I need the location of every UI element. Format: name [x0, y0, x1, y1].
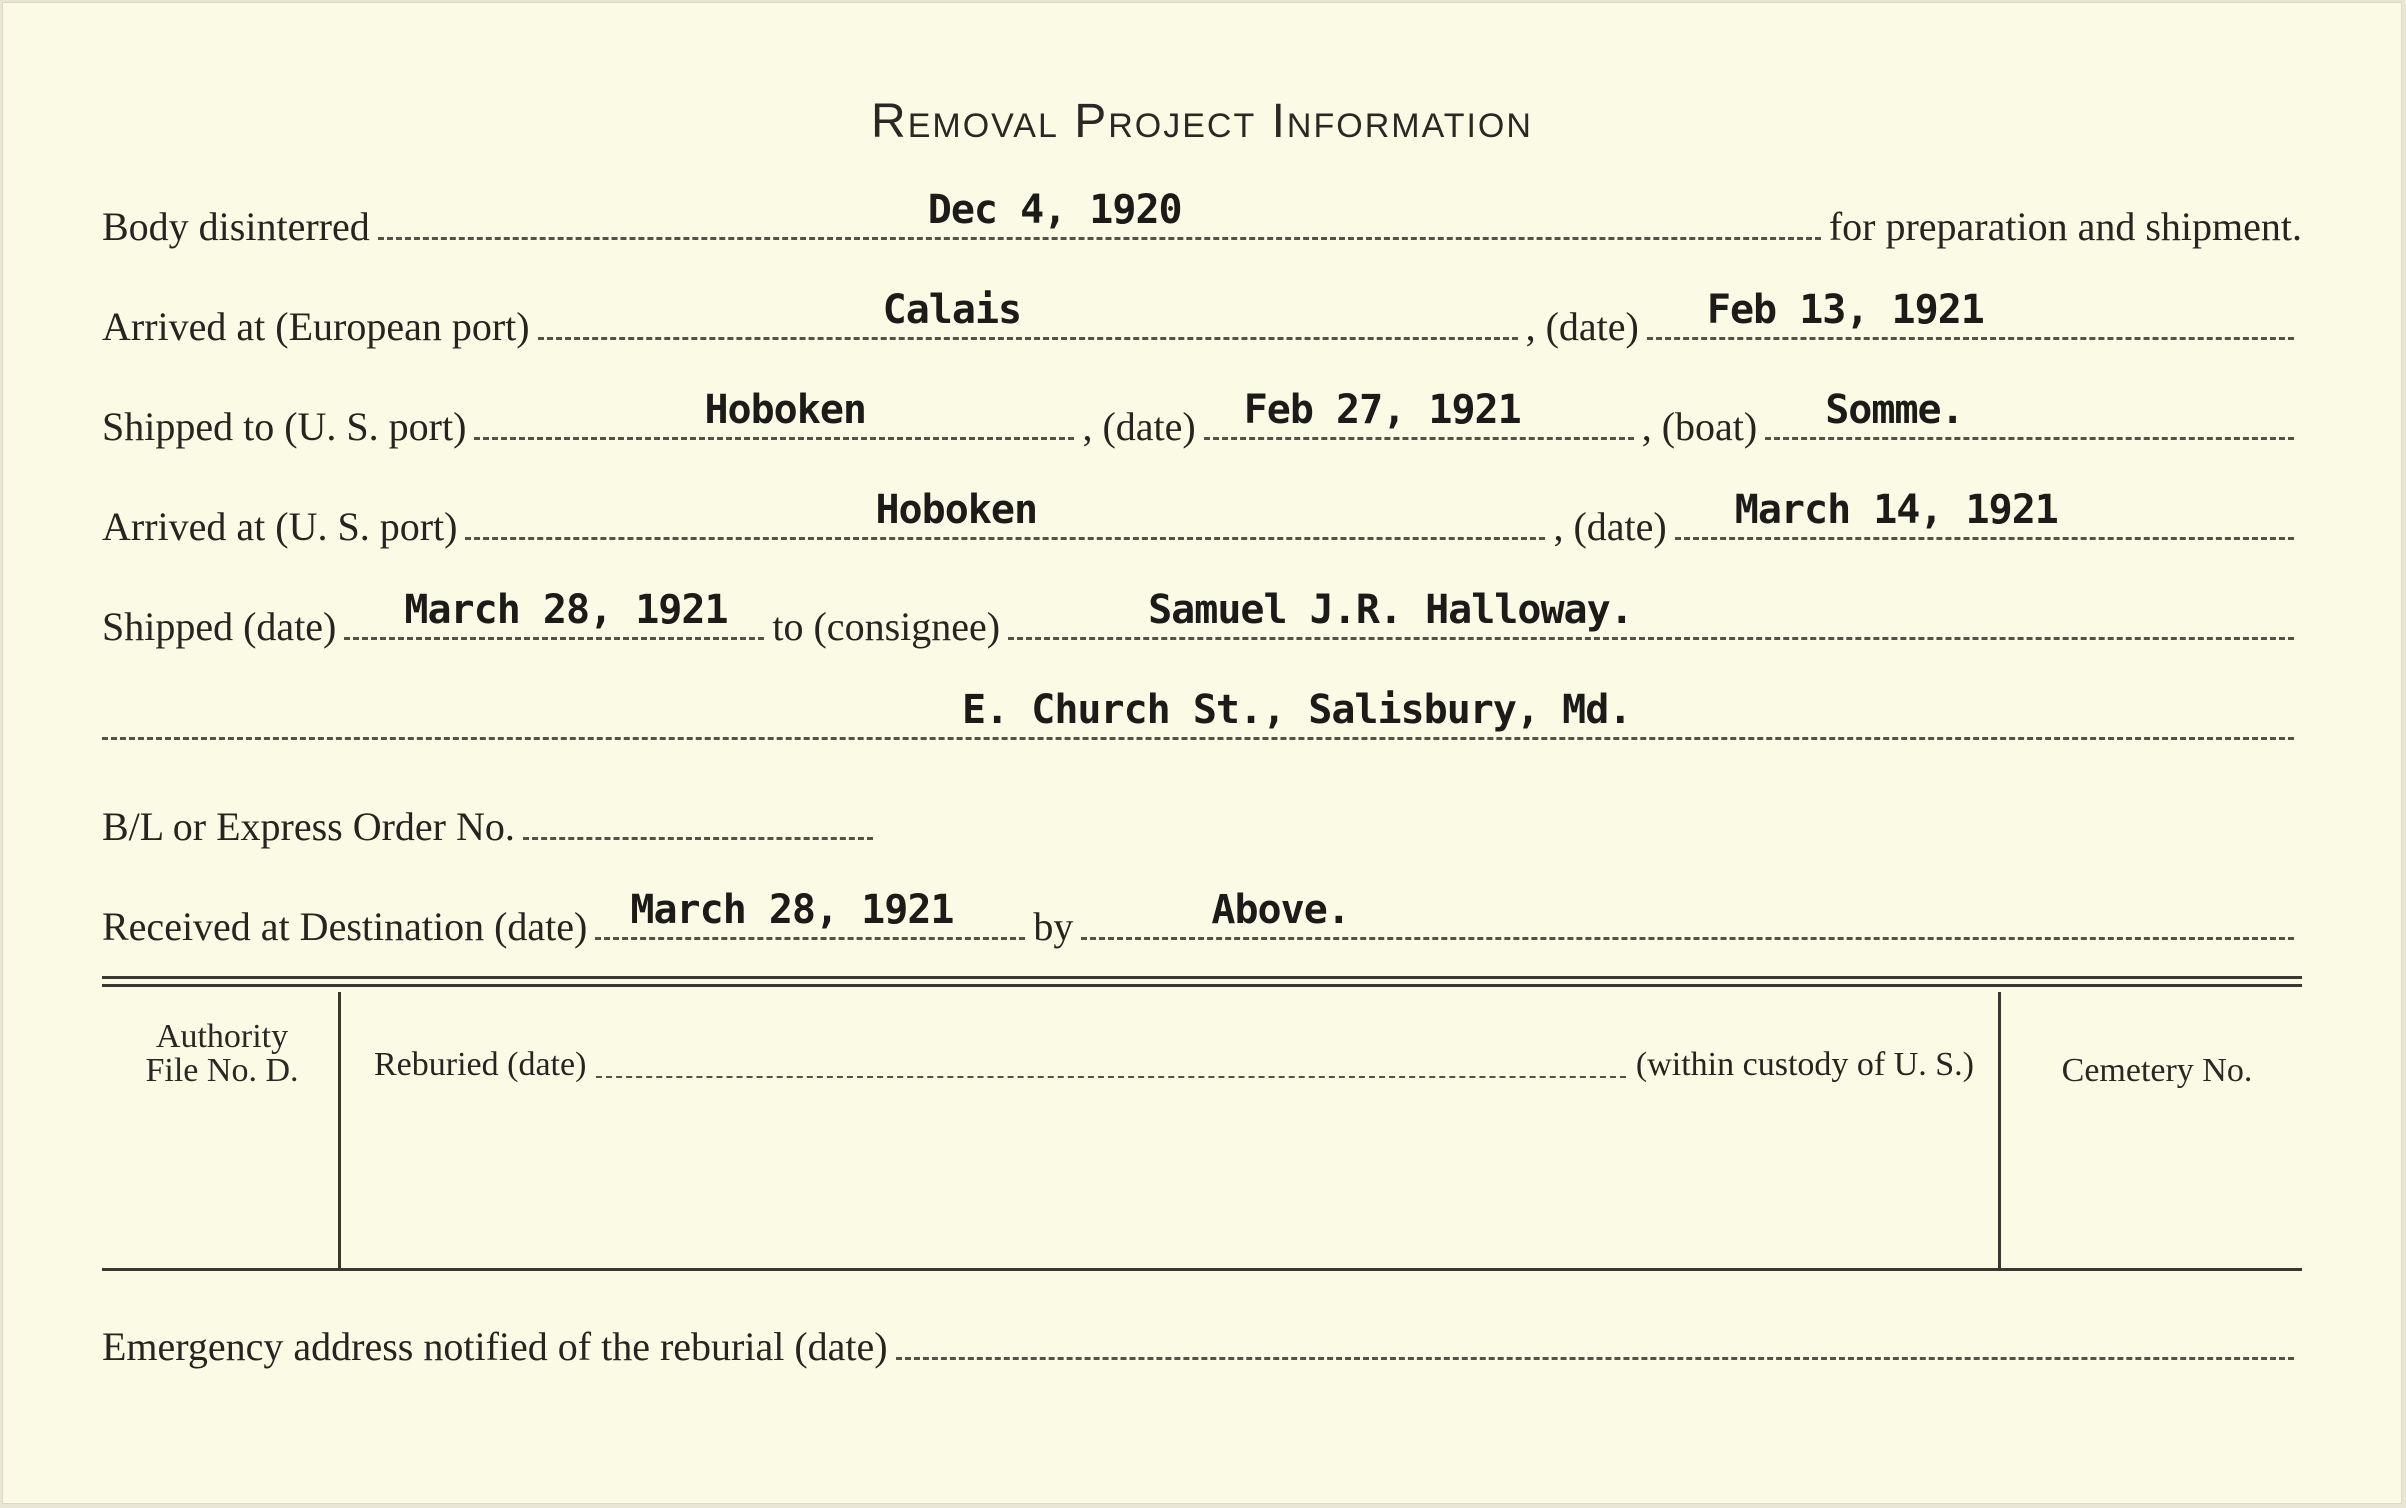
- value-boat: Somme.: [1825, 387, 1964, 433]
- row-body-disinterred: [102, 187, 2302, 254]
- label-shipped-date-final: Shipped (date): [102, 604, 337, 649]
- label-arrived-us: Arrived at (U. S. port): [102, 504, 458, 549]
- label-reburied-date: Reburied (date): [374, 1046, 587, 1083]
- label-body-disinterred: Body disinterred: [102, 204, 370, 249]
- value-us-port-arrived: Hoboken: [875, 487, 1038, 533]
- field-consignee[interactable]: [1008, 581, 2294, 640]
- field-emergency-date[interactable]: [896, 1301, 2294, 1360]
- table-divider-right: [1998, 992, 2001, 1268]
- value-disinterred-date: Dec 4, 1920: [927, 187, 1182, 233]
- value-address: E. Church St., Salisbury, Md.: [962, 687, 1632, 733]
- row-shipped-consignee: [102, 587, 2302, 654]
- row-emergency: [102, 1314, 2302, 1374]
- field-boat[interactable]: [1765, 381, 2294, 440]
- value-received-date: March 28, 1921: [630, 887, 954, 933]
- label-shipped-us: Shipped to (U. S. port): [102, 404, 467, 449]
- row-address: [102, 687, 2302, 754]
- value-european-date: Feb 13, 1921: [1706, 287, 1984, 333]
- label-received: Received at Destination (date): [102, 904, 588, 949]
- field-received-by[interactable]: [1081, 881, 2294, 940]
- value-us-port-shipped: Hoboken: [704, 387, 867, 433]
- label-cemetery-no: Cemetery No.: [2061, 1052, 2253, 1089]
- row-arrived-european: [102, 287, 2302, 354]
- field-european-port[interactable]: [538, 281, 1518, 340]
- field-disinterred-date[interactable]: [378, 181, 1821, 240]
- field-arrived-us-date[interactable]: [1675, 481, 2294, 540]
- label-boat: , (boat): [1641, 404, 1758, 449]
- table-divider-left: [338, 992, 341, 1268]
- field-bl[interactable]: [523, 781, 873, 840]
- field-shipped-final-date[interactable]: [344, 581, 764, 640]
- label-arrived-us-date: , (date): [1553, 504, 1667, 549]
- row-reburied: [374, 1038, 1974, 1088]
- field-european-date[interactable]: [1647, 281, 2294, 340]
- divider-top: [102, 976, 2302, 979]
- label-by: by: [1033, 904, 1074, 949]
- divider-top-second: [102, 984, 2302, 987]
- value-shipped-date: Feb 27, 1921: [1243, 387, 1521, 433]
- label-shipped-date: , (date): [1082, 404, 1196, 449]
- label-consignee: to (consignee): [772, 604, 1001, 649]
- label-preparation-shipment: for preparation and shipment.: [1828, 204, 2302, 249]
- label-european-date: , (date): [1525, 304, 1639, 349]
- field-us-port-arrived[interactable]: [465, 481, 1545, 540]
- row-shipped-us: [102, 387, 2302, 454]
- value-consignee: Samuel J.R. Halloway.: [1148, 587, 1633, 633]
- label-arrived-european: Arrived at (European port): [102, 304, 530, 349]
- row-received: [102, 887, 2302, 954]
- field-address[interactable]: [102, 681, 2294, 740]
- divider-bottom: [102, 1268, 2302, 1271]
- field-us-port-shipped[interactable]: [474, 381, 1074, 440]
- value-arrived-us-date: March 14, 1921: [1734, 487, 2058, 533]
- value-received-by: Above.: [1211, 887, 1350, 933]
- field-reburied-date[interactable]: [596, 1036, 1626, 1078]
- value-european-port: Calais: [882, 287, 1022, 333]
- label-emergency: Emergency address notified of the reburial (date): [102, 1324, 888, 1369]
- field-received-date[interactable]: [595, 881, 1025, 940]
- removal-project-card: [2, 2, 2402, 1504]
- label-authority-file: Authority File No. D.: [145, 1018, 299, 1089]
- label-custody: (within custody of U. S.): [1635, 1046, 1974, 1083]
- value-shipped-final-date: March 28, 1921: [404, 587, 728, 633]
- row-arrived-us: [102, 487, 2302, 554]
- row-bl: [102, 794, 2302, 854]
- form-title: Removal Project Information: [871, 95, 1533, 148]
- label-bl: B/L or Express Order No.: [102, 804, 515, 849]
- field-shipped-date[interactable]: [1204, 381, 1634, 440]
